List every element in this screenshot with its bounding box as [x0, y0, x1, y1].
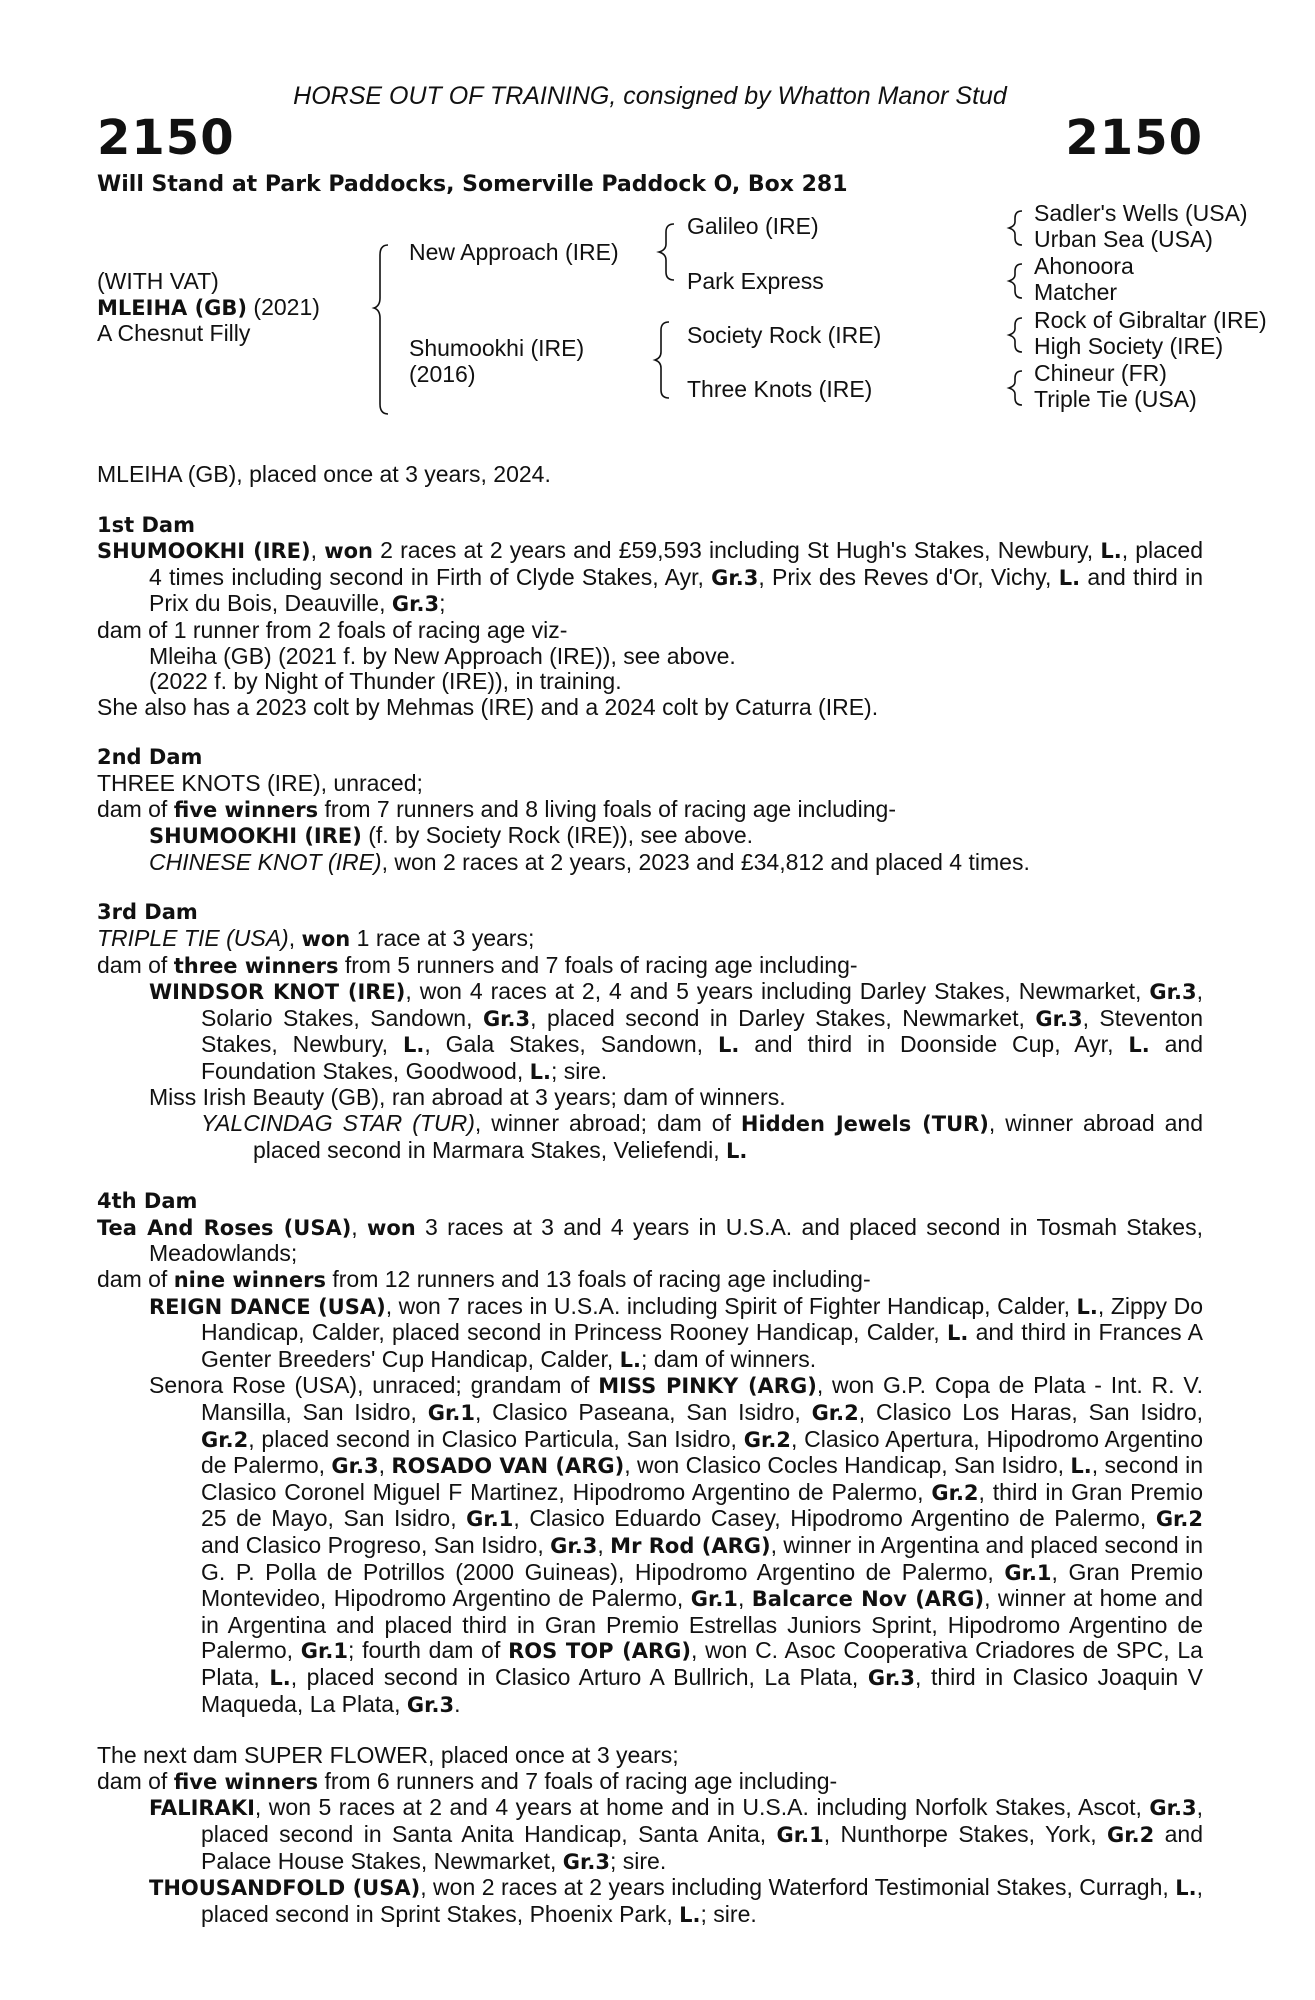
- grade: L.: [679, 1902, 701, 1927]
- won-label: won: [366, 1215, 416, 1240]
- grade: L.: [269, 1665, 291, 1690]
- text: , Gala Stakes, Sandown,: [424, 1031, 718, 1058]
- grade: L.: [946, 1321, 969, 1346]
- text: , won 5 races at 2 and 4 years at home and in U.S.A. including Norfolk Stakes, Ascot,: [254, 1794, 1150, 1821]
- grade: Gr.2: [811, 1401, 859, 1425]
- horse-description: A Chesnut Filly: [97, 320, 251, 346]
- text: , Prix des Reves d'Or, Vichy,: [758, 563, 1059, 590]
- text: , Clasico Los Haras, San Isidro,: [858, 1399, 1204, 1425]
- text: , placed second in Clasico Arturo A Bullrich, La Plata,: [290, 1663, 868, 1690]
- text: ; sire.: [550, 1057, 608, 1084]
- grade: Gr.3: [406, 1692, 455, 1717]
- text: dam of: [97, 1266, 174, 1293]
- text: , won 2 races at 2 years, 2023 and £34,812 and placed 4 times.: [381, 848, 1030, 875]
- text: 2 races at 2 years and £59,593 including St Hugh's Stakes, Newbury,: [372, 537, 1101, 564]
- second-dam-record: THREE KNOTS (IRE), unraced;: [97, 769, 423, 796]
- horse-name: TRIPLE TIE (USA): [97, 924, 289, 951]
- grade: L.: [726, 1138, 748, 1163]
- text: , won C. Asoc Cooperativa Criadores de SPC, La Plata,: [201, 1637, 1203, 1690]
- text: (f. by Society Rock (IRE)), see above.: [361, 822, 753, 849]
- grade: Gr.3: [1149, 1796, 1197, 1821]
- text: , Zippy Do Handicap, Calder, placed second in Princess Rooney Handicap, Calder,: [201, 1292, 1203, 1346]
- grade: L.: [619, 1347, 641, 1372]
- text: , Gran Premio Montevideo, Hipodromo Argentino de Palermo,: [201, 1558, 1203, 1612]
- text: ,: [597, 1531, 611, 1558]
- produce-item: (2022 f. by Night of Thunder (IRE)), in training.: [149, 668, 622, 695]
- grade: L.: [529, 1059, 551, 1084]
- grade: L.: [1058, 565, 1081, 590]
- race-summary: MLEIHA (GB), placed once at 3 years, 2024.: [97, 461, 551, 487]
- first-dam-produce-intro: dam of 1 runner from 2 foals of racing age viz-: [97, 616, 568, 643]
- horse-name: Balcarce Nov (ARG): [751, 1587, 985, 1612]
- text: , Solario Stakes, Sandown,: [201, 978, 1203, 1031]
- grade: L.: [1070, 1454, 1092, 1479]
- horse-name: SHUMOOKHI (IRE): [149, 824, 362, 849]
- great-grandparent: Triple Tie (USA): [1034, 386, 1197, 412]
- bracket-dam: [655, 322, 669, 398]
- bracket-park-express: [1009, 264, 1022, 298]
- won-label: won: [324, 539, 373, 564]
- horse-name: Tea And Roses (USA): [97, 1215, 352, 1240]
- text: from 12 runners and 13 foals of racing age including-: [325, 1266, 871, 1293]
- dam-name: Shumookhi (IRE): [409, 335, 585, 361]
- text: ,: [737, 1585, 752, 1612]
- grade: Gr.3: [331, 1454, 379, 1479]
- text: and third in Frances A Genter Breeders' Cup Handicap, Calder,: [201, 1319, 1203, 1372]
- winners-count: five winners: [173, 1769, 319, 1794]
- grade: Gr.2: [743, 1427, 791, 1452]
- third-dam-produce-intro: [97, 953, 1203, 980]
- text: , Nunthorpe Stakes, York,: [823, 1820, 1108, 1847]
- grade: L.: [1076, 1294, 1098, 1319]
- text: .: [454, 1690, 461, 1717]
- text: and third in Prix du Bois, Deauville,: [149, 563, 1203, 617]
- text: , winner at home and in Argentina and placed third in Gran Premio Estrellas Juniors Sprint, Hipodromo Argentino de Palermo,: [201, 1585, 1204, 1664]
- winners-count: nine winners: [173, 1268, 326, 1293]
- text: , placed second in Darley Stakes, Newmarket,: [530, 1004, 1036, 1031]
- grade: L.: [1128, 1033, 1150, 1058]
- vat-note: (WITH VAT): [97, 268, 219, 294]
- text: and Palace House Stakes, Newmarket,: [201, 1820, 1204, 1874]
- text: , winner abroad; dam of: [474, 1110, 741, 1137]
- dam-dam: Three Knots (IRE): [687, 376, 873, 402]
- sire-dam: Park Express: [687, 268, 824, 294]
- text: , third in Clasico Joaquin V Maqueda, La Plata,: [201, 1663, 1203, 1717]
- text: and Foundation Stakes, Goodwood,: [201, 1031, 1204, 1084]
- grade: Gr.1: [776, 1822, 824, 1847]
- text: , winner in Argentina and placed second in G. P. Polla de Potrillos (2000 Guineas), Hipodromo Argentino de Palermo,: [201, 1531, 1203, 1585]
- text: , third in Gran Premio 25 de Mayo, San Isidro,: [201, 1478, 1203, 1532]
- grade: L.: [1175, 1876, 1197, 1901]
- winners-count: three winners: [173, 953, 339, 978]
- won-label: won: [301, 926, 351, 951]
- winners-count: five winners: [173, 797, 319, 822]
- horse-name: MLEIHA (GB): [97, 296, 248, 320]
- bracket-galileo: [1009, 211, 1022, 245]
- text: , placed 4 times including second in Firth of Clyde Stakes, Ayr,: [149, 537, 1204, 590]
- horse-name: Mr Rod (ARG): [610, 1533, 771, 1558]
- horse-name: Hidden Jewels (TUR): [740, 1112, 989, 1137]
- first-dam-note: She also has a 2023 colt by Mehmas (IRE) and a 2024 colt by Caturra (IRE).: [97, 693, 879, 720]
- text: , won G.P. Copa de Plata - Int. R. V. Mansilla, San Isidro,: [201, 1372, 1203, 1425]
- stand-location: Will Stand at Park Paddocks, Somerville Paddock O, Box 281: [97, 172, 848, 197]
- horse-name: SHUMOOKHI (IRE): [97, 539, 311, 564]
- grade: Gr.3: [550, 1533, 598, 1558]
- grade: Gr.1: [690, 1587, 738, 1612]
- great-grandparent: Matcher: [1034, 279, 1118, 305]
- produce-item: [97, 850, 1203, 876]
- bracket-gen1: [374, 245, 388, 414]
- text: , Steventon Stakes, Newbury,: [201, 1004, 1203, 1058]
- horse-name: WINDSOR KNOT (IRE): [149, 980, 406, 1005]
- text: , Clasico Apertura, Hipodromo Argentino de Palermo,: [201, 1425, 1203, 1479]
- grade: L.: [1100, 539, 1122, 564]
- text: dam of: [97, 951, 174, 978]
- text: dam of: [97, 795, 174, 822]
- grade: Gr.2: [1155, 1507, 1204, 1532]
- produce-item: [97, 1373, 1203, 1718]
- text: ; dam of winners.: [640, 1345, 817, 1372]
- text: ; sire.: [700, 1900, 757, 1927]
- great-grandparent: Rock of Gibraltar (IRE): [1034, 307, 1267, 333]
- horse-name: CHINESE KNOT (IRE): [149, 848, 382, 875]
- grade: Gr.2: [201, 1427, 249, 1452]
- text: , Clasico Paseana, San Isidro,: [474, 1399, 812, 1425]
- text: ,: [378, 1452, 392, 1479]
- text: , second in Clasico Coronel Miguel F Martinez, Hipodromo Argentino de Palermo,: [201, 1452, 1204, 1505]
- grade: Gr.3: [391, 592, 440, 617]
- dam-sire: Society Rock (IRE): [687, 322, 882, 348]
- great-grandparent: High Society (IRE): [1034, 333, 1224, 359]
- text: ; sire.: [609, 1847, 667, 1874]
- text: , placed second in Clasico Particula, San Isidro,: [248, 1425, 744, 1452]
- text: , won 4 races at 2, 4 and 5 years including Darley Stakes, Newmarket,: [405, 978, 1150, 1005]
- produce-item: [97, 823, 1203, 850]
- lot-number-left: 2150: [97, 110, 235, 166]
- dam-year: (2016): [409, 361, 476, 387]
- great-grandparent: Urban Sea (USA): [1034, 226, 1213, 252]
- next-dam-record: The next dam SUPER FLOWER, placed once at 3 years;: [97, 1742, 679, 1769]
- text: , won 7 races in U.S.A. including Spirit of Fighter Handicap, Calder,: [385, 1292, 1077, 1319]
- text: ;: [439, 590, 446, 617]
- grade: Gr.3: [482, 1006, 531, 1031]
- text: 3 races at 3 and 4 years in U.S.A. and placed second in Tosmah Stakes, Meadowlands;: [149, 1213, 1203, 1267]
- grand-produce-item: [97, 1111, 1203, 1164]
- second-dam-produce-intro: [97, 797, 1203, 824]
- lot-number-right: 2150: [1065, 110, 1203, 166]
- second-dam-heading: 2nd Dam: [97, 745, 203, 770]
- grade: Gr.1: [466, 1507, 514, 1532]
- grade: Gr.3: [1149, 980, 1197, 1005]
- bracket-sire: [659, 224, 674, 280]
- grade: L.: [717, 1033, 740, 1058]
- first-dam-record: SHUMOOKHI (IRE), won 2 races at 2 years and £59,593 including St Hugh's Stakes, Newbury, L., placed 4 times including second in Firth of Clyde Stakes, Ayr, Gr.3, Prix des Reves d'Or, Vichy, L. and third in Prix du Bois, Deauville, Gr.3;: [97, 537, 1204, 617]
- text: from 5 runners and 7 foals of racing age including-: [338, 951, 858, 978]
- grade: Gr.3: [562, 1849, 610, 1874]
- text: , winner abroad and placed second in Marmara Stakes, Veliefendi,: [253, 1110, 1203, 1163]
- text: and Clasico Progreso, San Isidro,: [201, 1531, 551, 1558]
- text: dam of: [97, 1767, 174, 1794]
- fourth-dam-heading: 4th Dam: [97, 1189, 198, 1214]
- catalogue-body: [97, 462, 1203, 1928]
- text: Senora Rose (USA), unraced; grandam of: [149, 1372, 599, 1399]
- horse-name: YALCINDAG STAR (TUR): [201, 1110, 475, 1137]
- horse-name: ROSADO VAN (ARG): [391, 1454, 625, 1479]
- horse-name-line: [97, 294, 320, 321]
- fourth-dam-produce-intro: [97, 1267, 1203, 1294]
- text: ; fourth dam of: [347, 1637, 509, 1664]
- bracket-three-knots: [1009, 371, 1022, 405]
- horse-name: ROS TOP (ARG): [508, 1639, 691, 1664]
- consignment-line: HORSE OUT OF TRAINING, consigned by Whatton Manor Stud: [293, 82, 1007, 110]
- first-dam-heading: 1st Dam: [97, 512, 195, 537]
- produce-item: Miss Irish Beauty (GB), ran abroad at 3 years; dam of winners.: [149, 1084, 786, 1111]
- fourth-dam-record: Tea And Roses (USA), won 3 races at 3 and 4 years in U.S.A. and placed second in Tosmah Stakes, Meadowlands;: [97, 1213, 1203, 1267]
- grade: Gr.2: [931, 1480, 979, 1505]
- horse-name: FALIRAKI: [149, 1796, 255, 1821]
- text: , placed second in Santa Anita Handicap, Santa Anita,: [201, 1794, 1203, 1847]
- text: , won Clasico Cocles Handicap, San Isidro,: [624, 1452, 1071, 1479]
- horse-name: MISS PINKY (ARG): [598, 1374, 817, 1399]
- next-dam-produce-intro: [97, 1769, 1203, 1796]
- horse-name: THOUSANDFOLD (USA): [149, 1876, 421, 1901]
- produce-item: Mleiha (GB) (2021 f. by New Approach (IRE)), see above.: [149, 642, 736, 669]
- grade: Gr.3: [1035, 1006, 1083, 1031]
- produce-item: [97, 1294, 1203, 1374]
- sire-sire: Galileo (IRE): [687, 213, 819, 239]
- grade: L.: [402, 1033, 425, 1058]
- third-dam-record: TRIPLE TIE (USA), won 1 race at 3 years;: [97, 924, 535, 951]
- text: , Clasico Eduardo Casey, Hipodromo Argentino de Palermo,: [513, 1505, 1156, 1532]
- text: and third in Doonside Cup, Ayr,: [739, 1031, 1129, 1058]
- grade: Gr.1: [1004, 1560, 1052, 1585]
- sire-name: New Approach (IRE): [409, 239, 619, 265]
- grade: Gr.1: [300, 1639, 348, 1664]
- great-grandparent: Ahonoora: [1034, 253, 1134, 279]
- text: from 7 runners and 8 living foals of racing age including-: [318, 795, 896, 822]
- text: 1 race at 3 years;: [350, 924, 535, 951]
- catalogue-page: [97, 0, 1267, 2000]
- grade: Gr.3: [711, 565, 759, 590]
- produce-item: [97, 1795, 1203, 1875]
- grade: Gr.3: [867, 1665, 916, 1690]
- great-grandparent: Chineur (FR): [1034, 360, 1167, 386]
- bracket-society-rock: [1009, 318, 1022, 352]
- text: from 6 runners and 7 foals of racing age including-: [318, 1767, 838, 1794]
- grade: Gr.2: [1107, 1822, 1155, 1847]
- text: , placed second in Sprint Stakes, Phoenix Park,: [201, 1874, 1203, 1927]
- pedigree-table: [97, 198, 1267, 420]
- text: , won 2 races at 2 years including Waterford Testimonial Stakes, Curragh,: [420, 1874, 1176, 1901]
- great-grandparent: Sadler's Wells (USA): [1034, 200, 1248, 226]
- horse-year: (2021): [253, 294, 320, 320]
- horse-name: REIGN DANCE (USA): [149, 1294, 386, 1319]
- produce-item: [97, 979, 1203, 1085]
- third-dam-heading: 3rd Dam: [97, 900, 198, 925]
- produce-item: [97, 1875, 1203, 1928]
- grade: Gr.1: [427, 1401, 475, 1425]
